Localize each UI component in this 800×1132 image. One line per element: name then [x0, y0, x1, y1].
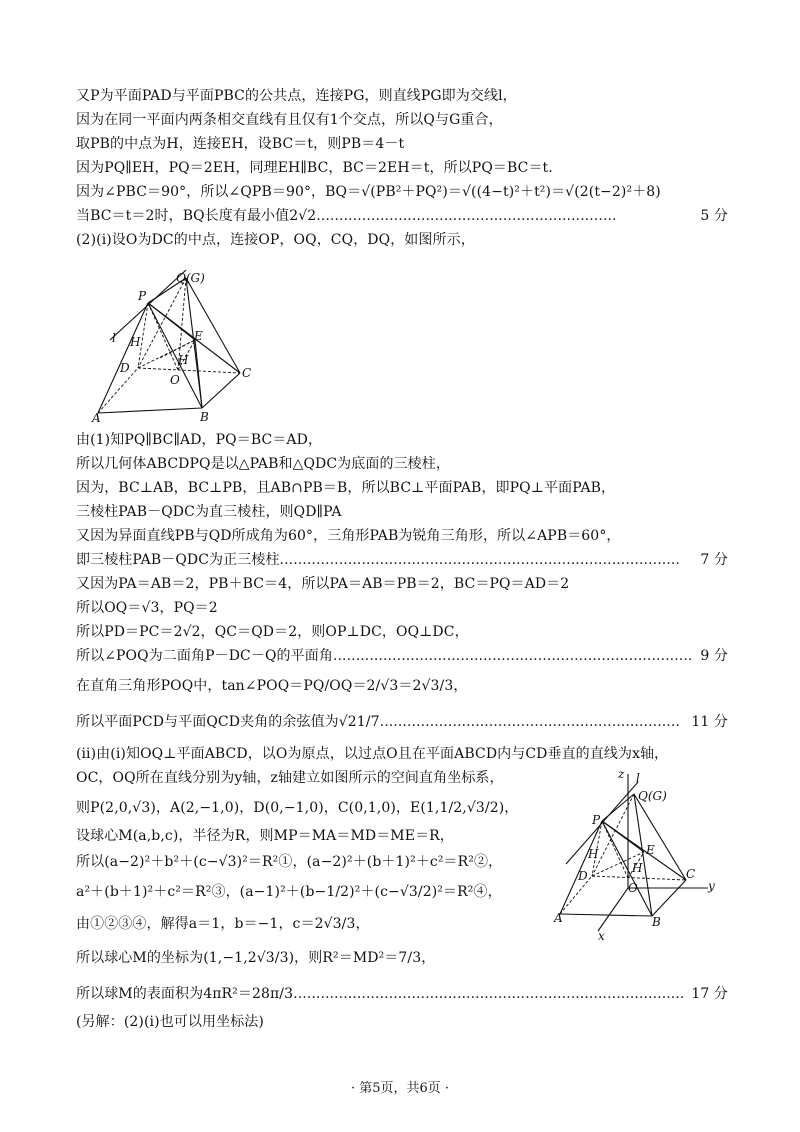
line-text: 即三棱柱PAB－QDC为正三棱柱	[76, 552, 280, 568]
label-QG: Q(G)	[176, 271, 205, 285]
label-H-left: H	[130, 335, 141, 349]
text-line: 又P为平面PAD与平面PBC的公共点，连接PG，则直线PG即为交线l，	[76, 88, 517, 104]
label-l: l	[112, 331, 116, 345]
label-E: E	[646, 843, 655, 857]
label-E: E	[194, 329, 203, 343]
label-B: B	[200, 410, 209, 424]
score-label: 7 分	[700, 552, 728, 568]
text-line: (ⅱ)由(ⅰ)知OQ⊥平面ABCD，以O为原点，以过点O且在平面ABCD内与CD垂直的直线为x轴，	[76, 746, 669, 762]
text-line: 因为∠PBC＝90°，所以∠QPB＝90°，BQ＝√(PB²＋PQ²)＝√((4−t)²＋t²)＝√(2(t−2)²＋8)	[76, 184, 661, 200]
label-D: D	[120, 361, 130, 375]
text-line: 所以(a−2)²＋b²＋(c−√3)²＝R²①，(a−2)²＋(b＋1)²＋c²＝R²②，	[76, 854, 503, 870]
text-line: 则P(2,0,√3)，A(2,−1,0)，D(0,−1,0)，C(0,1,0)，E(1,1/2,√3/2)，	[76, 800, 519, 816]
leader-dots	[333, 646, 693, 666]
score-label: 11 分	[691, 714, 728, 730]
text-line: 所以球心M的坐标为(1,−1,2√3/3)，则R²＝MD²＝7/3，	[76, 950, 436, 966]
line-text: 所以球M的表面积为4πR²＝28π/3	[76, 986, 294, 1002]
text-line: (另解：(2)(ⅰ)也可以用坐标法)	[76, 1014, 264, 1030]
prism-figure-2	[548, 766, 728, 942]
label-l: l	[636, 771, 640, 785]
label-A: A	[92, 411, 101, 425]
axis-label-y: y	[708, 879, 715, 893]
line-text: 当BC＝t＝2时，BQ长度有最小值2√2	[76, 208, 317, 224]
text-line: 所以OQ＝√3，PQ＝2	[76, 600, 218, 616]
leader-dots	[380, 712, 680, 732]
text-line: 因为PQ∥EH，PQ＝2EH，同理EH∥BC，BC＝2EH＝t，所以PQ＝BC＝t.	[76, 160, 553, 176]
label-B: B	[652, 915, 661, 929]
text-line: 由①②③④，解得a＝1，b＝−1，c＝2√3/3，	[76, 916, 370, 932]
text-line: OC，OQ所在直线分别为y轴，z轴建立如图所示的空间直角坐标系，	[76, 770, 504, 786]
text-line: (2)(ⅰ)设O为DC的中点，连接OP，OQ，CQ，DQ，如图所示，	[76, 232, 475, 248]
score-label: 5 分	[700, 208, 728, 224]
label-P: P	[592, 813, 601, 827]
text-line: 由(1)知PQ∥BC∥AD，PQ＝BC＝AD，	[76, 432, 323, 448]
text-line-scored	[76, 550, 728, 570]
text-line-scored	[76, 984, 728, 1004]
page-footer: · 第5页，共6页 ·	[350, 1081, 450, 1096]
label-H-left: H	[588, 847, 599, 861]
label-O: O	[170, 373, 180, 387]
label-A: A	[554, 911, 563, 925]
text-line: 又因为异面直线PB与QD所成角为60°，三角形PAB为锐角三角形，所以∠APB＝60°，	[76, 528, 621, 544]
text-line: 所以几何体ABCDPQ是以△PAB和△QDC为底面的三棱柱，	[76, 456, 450, 472]
line-text: 所以平面PCD与平面QCD夹角的余弦值为√21/7	[76, 714, 380, 730]
leader-dots	[316, 206, 616, 226]
leader-dots	[280, 550, 680, 570]
text-line: 设球心M(a,b,c)，半径为R，则MP＝MA＝MD＝ME＝R，	[76, 828, 454, 844]
text-line: 又因为PA＝AB＝2，PB＋BC＝4，所以PA＝AB＝PB＝2，BC＝PQ＝AD＝2	[76, 576, 570, 592]
text-line: 三棱柱PAB－QDC为直三棱柱，则QD∥PA	[76, 504, 342, 520]
label-P: P	[138, 289, 147, 303]
label-O: O	[628, 881, 638, 895]
text-line: 因为，BC⊥AB，BC⊥PB，且AB∩PB＝B，所以BC⊥平面PAB，即PQ⊥平面PAB，	[76, 480, 616, 496]
line-text: 所以∠POQ为二面角P－DC－Q的平面角	[76, 648, 333, 664]
label-C: C	[686, 867, 696, 881]
text-line: 所以PD＝PC＝2√2，QC＝QD＝2，则OP⊥DC，OQ⊥DC，	[76, 624, 469, 640]
label-QG: Q(G)	[638, 789, 667, 803]
leader-dots	[293, 984, 683, 1004]
text-line-scored	[76, 712, 728, 732]
label-C: C	[242, 366, 252, 380]
prism-figure-1	[90, 268, 270, 426]
label-H: H	[632, 861, 643, 875]
axis-label-x: x	[598, 929, 605, 942]
score-label: 9 分	[700, 648, 728, 664]
text-line: a²＋(b＋1)²＋c²＝R²③，(a−1)²＋(b−1/2)²＋(c−√3/2)²＝R²④，	[76, 884, 502, 900]
score-label: 17 分	[691, 986, 728, 1002]
text-line: 因为在同一平面内两条相交直线有且仅有1个交点，所以Q与G重合，	[76, 112, 503, 128]
text-line: 取PB的中点为H，连接EH，设BC＝t，则PB＝4－t	[76, 136, 405, 152]
text-line: 在直角三角形POQ中，tan∠POQ＝PQ/OQ＝2/√3＝2√3/3，	[76, 678, 468, 694]
text-line-scored	[76, 206, 728, 226]
text-line-scored	[76, 646, 728, 666]
axis-label-z: z	[618, 767, 625, 781]
label-H: H	[178, 353, 189, 367]
label-D: D	[578, 869, 588, 883]
